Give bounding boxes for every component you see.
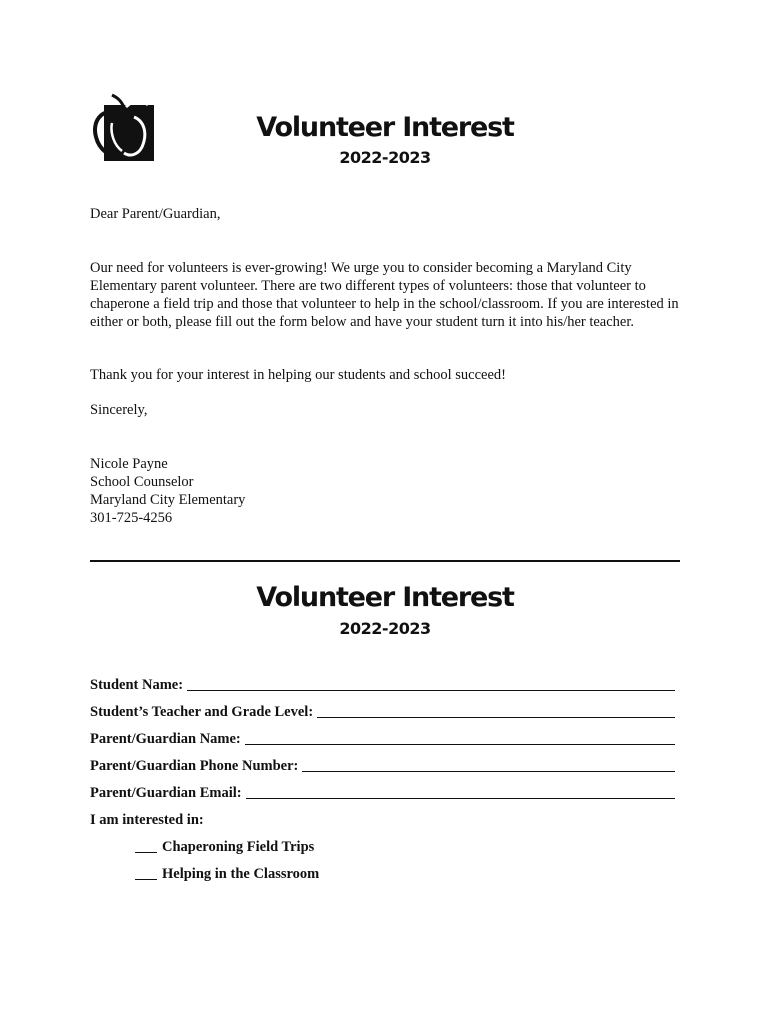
student-name-line[interactable] xyxy=(187,676,675,691)
volunteer-form xyxy=(90,667,675,883)
parent-name-line[interactable] xyxy=(245,730,675,745)
parent-email-label: Parent/Guardian Email: xyxy=(90,785,242,801)
field-trips-blank[interactable] xyxy=(135,838,157,853)
parent-name-field[interactable] xyxy=(90,721,675,748)
parent-phone-field[interactable] xyxy=(90,748,675,775)
student-name-label: Student Name: xyxy=(90,677,184,693)
form-title: Volunteer Interest xyxy=(256,582,514,613)
signature-school: Maryland City Elementary xyxy=(90,492,246,508)
field-trips-label: Chaperoning Field Trips xyxy=(162,839,315,855)
parent-email-field[interactable] xyxy=(90,775,675,802)
page-year: 2022-2023 xyxy=(339,148,431,167)
classroom-label: Helping in the Classroom xyxy=(162,866,320,882)
section-divider xyxy=(90,560,680,562)
parent-phone-line[interactable] xyxy=(302,757,675,772)
option-field-trips[interactable] xyxy=(90,829,675,856)
teacher-grade-line[interactable] xyxy=(317,703,675,718)
parent-email-line[interactable] xyxy=(246,784,675,799)
signature-phone: 301-725-4256 xyxy=(90,510,173,526)
page-title: Volunteer Interest xyxy=(256,112,514,143)
signature-role: School Counselor xyxy=(90,474,194,490)
letter-body: Our need for volunteers is ever-growing! We urge you to consider becoming a Maryland City Elementary parent volunteer. There are two different types of volunteers: those that volunteer to chaperone a field trip and those that volunteer to help in the school/classroom. If you are interested in either or both, please fill out the form below and have your student turn it into his/her teacher. xyxy=(90,260,679,330)
parent-name-label: Parent/Guardian Name: xyxy=(90,731,241,747)
signature-name: Nicole Payne xyxy=(90,456,168,472)
classroom-blank[interactable] xyxy=(135,865,157,880)
thanks-line: Thank you for your interest in helping our students and school succeed! xyxy=(90,367,506,383)
signature-block xyxy=(90,455,690,527)
teacher-grade-field[interactable] xyxy=(90,694,675,721)
closing: Sincerely, xyxy=(90,402,148,418)
option-classroom[interactable] xyxy=(90,856,675,883)
student-name-field[interactable] xyxy=(90,667,675,694)
form-year: 2022-2023 xyxy=(339,619,431,638)
salutation: Dear Parent/Guardian, xyxy=(90,206,221,222)
teacher-grade-label: Student’s Teacher and Grade Level: xyxy=(90,704,314,720)
interest-label: I am interested in: xyxy=(90,812,204,828)
parent-phone-label: Parent/Guardian Phone Number: xyxy=(90,758,299,774)
